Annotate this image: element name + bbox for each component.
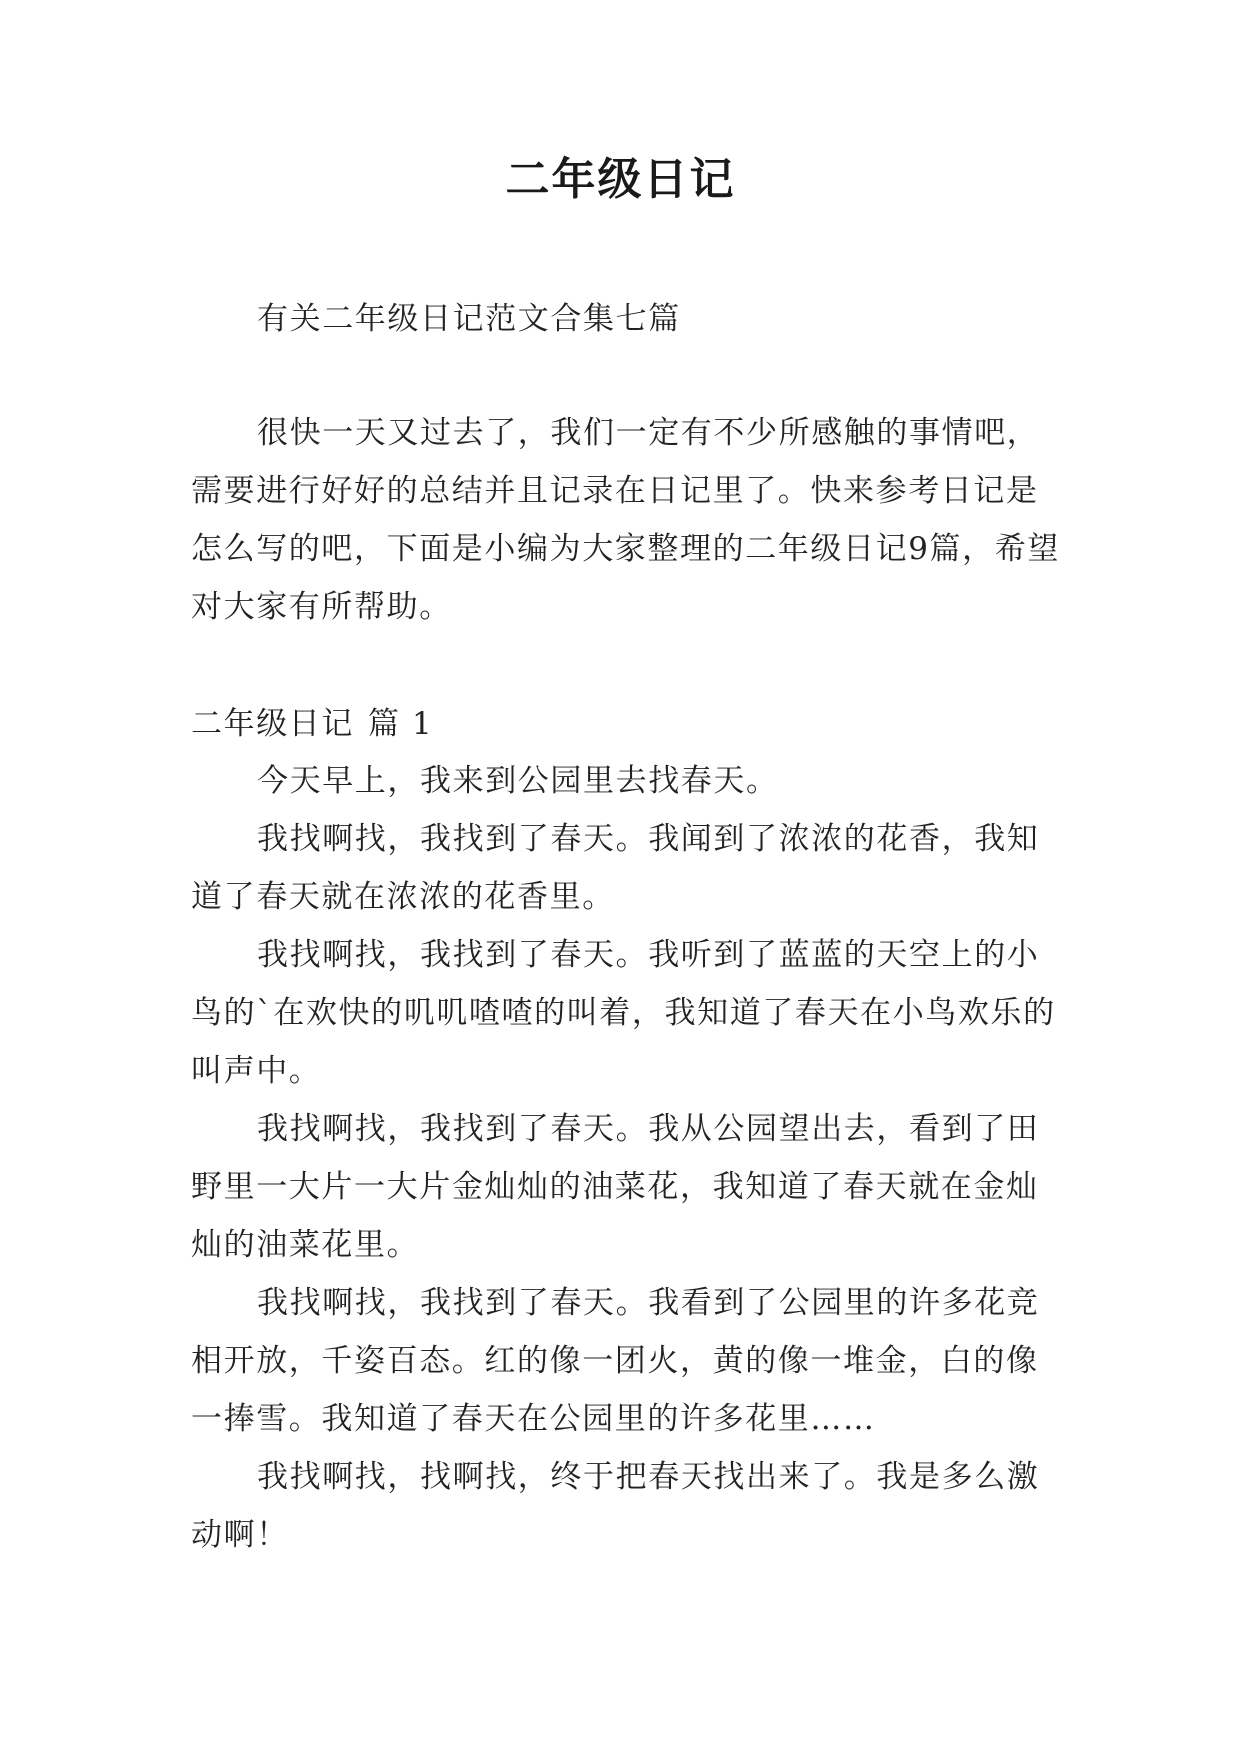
essay-paragraph: 我找啊找，我找到了春天。我从公园望出去，看到了田野里一大片一大片金灿灿的油菜花，我知道了春天就在金灿灿的油菜花里。 xyxy=(191,1111,1040,1263)
section-heading xyxy=(191,695,1071,753)
document-title: 二年级日记 xyxy=(505,154,736,205)
essay-paragraph: 今天早上，我来到公园里去找春天。 xyxy=(257,763,779,799)
essay-paragraph: 我找啊找，找啊找，终于把春天找出来了。我是多么激动啊！ xyxy=(191,1459,1040,1553)
essay-paragraph: 我找啊找，我找到了春天。我听到了蓝蓝的天空上的小鸟的`在欢快的叽叽喳喳的叫着，我知道了春天在小鸟欢乐的叫声中。 xyxy=(191,937,1056,1089)
intro-paragraph: 很快一天又过去了，我们一定有不少所感触的事情吧，需要进行好好的总结并且记录在日记里了。快来参考日记是怎么写的吧，下面是小编为大家整理的二年级日记9篇，希望对大家有所帮助。 xyxy=(191,415,1060,625)
essay-paragraph: 我找啊找，我找到了春天。我闻到了浓浓的花香，我知道了春天就在浓浓的花香里。 xyxy=(191,821,1040,915)
essay-paragraph: 我找啊找，我找到了春天。我看到了公园里的许多花竞相开放，千姿百态。红的像一团火，黄的像一堆金，白的像一捧雪。我知道了春天在公园里的许多花里…… xyxy=(191,1285,1040,1437)
section-heading-number: 篇 1 xyxy=(368,706,434,742)
section-heading-label: 二年级日记 xyxy=(191,706,354,742)
essay-body xyxy=(191,752,1071,1564)
document-subtitle: 有关二年级日记范文合集七篇 xyxy=(257,301,681,337)
